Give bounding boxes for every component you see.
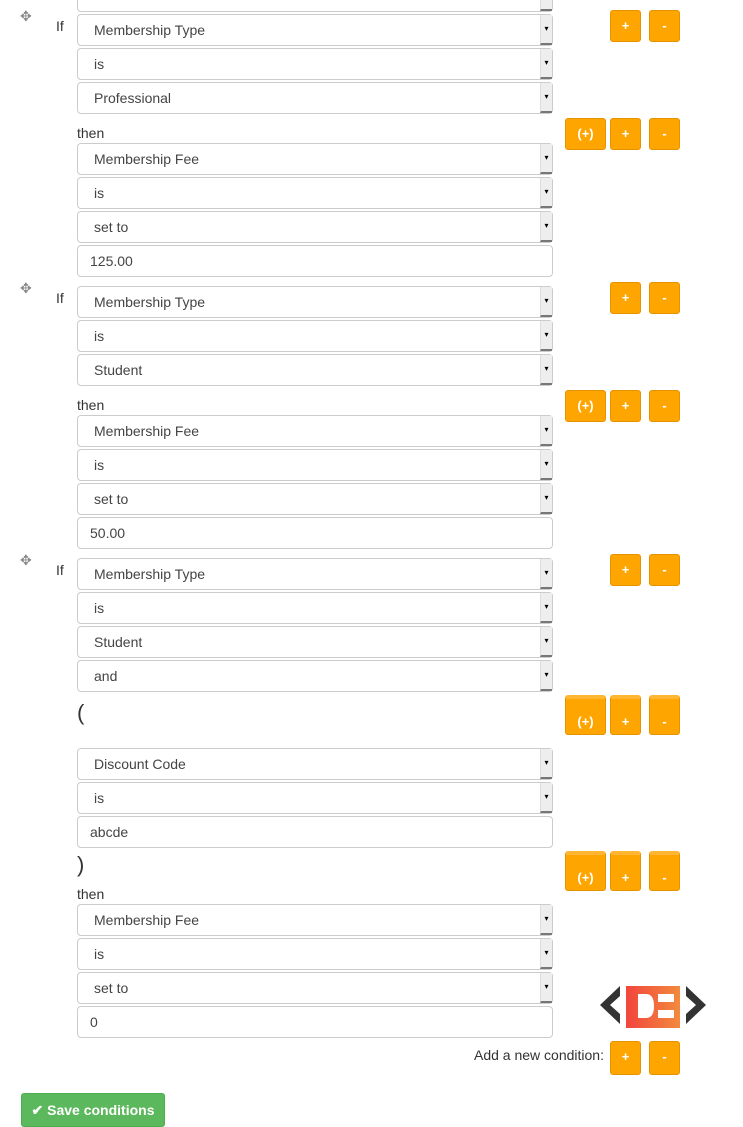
select-value: is <box>94 56 105 72</box>
operator-select[interactable] <box>77 48 553 80</box>
drag-handle-icon[interactable]: ✥ <box>20 552 32 568</box>
field-select[interactable] <box>77 558 553 590</box>
chevron-down-icon: ▾ <box>540 559 552 589</box>
field-select[interactable] <box>77 14 553 46</box>
save-label: Save conditions <box>47 1102 155 1118</box>
chevron-down-icon: ▾ <box>540 416 552 446</box>
select-value: set to <box>94 491 129 507</box>
add-action-button[interactable]: + <box>610 118 641 150</box>
chevron-down-icon: ▾ <box>540 212 552 242</box>
chevron-down-icon: ▾ <box>540 905 552 935</box>
if-label: If <box>56 290 64 306</box>
select-value: Membership Fee <box>94 151 200 167</box>
remove-action-button[interactable]: - <box>649 390 680 422</box>
select-value: Professional <box>94 90 172 106</box>
select-value: is <box>94 600 105 616</box>
select-value: Membership Fee <box>94 912 200 928</box>
value-select[interactable] <box>77 354 553 386</box>
close-paren: ) <box>77 852 85 877</box>
add-group-button[interactable]: (+) <box>565 118 606 150</box>
chevron-down-icon: ▾ <box>540 593 552 623</box>
remove-rule-button[interactable]: - <box>649 10 680 42</box>
action-operator-select[interactable] <box>77 449 553 481</box>
select-value: Membership Type <box>94 294 206 310</box>
chevron-down-icon: ▾ <box>540 83 552 113</box>
group-value-input[interactable]: abcde <box>77 816 553 848</box>
chevron-down-icon: ▾ <box>540 178 552 208</box>
action-type-select[interactable] <box>77 211 553 243</box>
action-type-select[interactable] <box>77 483 553 515</box>
value-select[interactable] <box>77 626 553 658</box>
select-value: Membership Fee <box>94 423 200 439</box>
select-value: Membership Type <box>94 22 206 38</box>
add-group-button[interactable]: (+) <box>565 695 606 735</box>
add-action-button[interactable]: + <box>610 390 641 422</box>
chevron-down-icon: ▾ <box>540 973 552 1003</box>
select-value: is <box>94 790 105 806</box>
select-value: is <box>94 328 105 344</box>
select-value: and <box>94 668 118 684</box>
action-value-input[interactable]: 125.00 <box>77 245 553 277</box>
if-label: If <box>56 18 64 34</box>
chevron-down-icon: ▾ <box>540 15 552 45</box>
select-value: is <box>94 457 105 473</box>
add-new-condition-button[interactable]: + <box>610 1041 641 1075</box>
if-label: If <box>56 562 64 578</box>
chevron-down-icon: ▾ <box>540 355 552 385</box>
drag-handle-icon[interactable]: ✥ <box>20 8 32 24</box>
logic-select[interactable] <box>77 660 553 692</box>
chevron-down-icon: ▾ <box>540 627 552 657</box>
select-value: set to <box>94 219 129 235</box>
chevron-down-icon: ▾ <box>540 939 552 969</box>
action-value-input[interactable]: 50.00 <box>77 517 553 549</box>
action-field-select[interactable] <box>77 415 553 447</box>
select-value: Student <box>94 362 143 378</box>
value-select[interactable] <box>77 82 553 114</box>
select-value: Membership Type <box>94 566 206 582</box>
remove-condition-button[interactable]: - <box>649 695 680 735</box>
action-field-select[interactable] <box>77 143 553 175</box>
chevron-down-icon: ▾ <box>540 321 552 351</box>
then-label: then <box>77 886 105 902</box>
remove-action-button[interactable]: - <box>649 118 680 150</box>
add-rule-button[interactable]: + <box>610 10 641 42</box>
save-conditions-button[interactable] <box>21 1093 165 1127</box>
chevron-down-icon: ▾ <box>540 661 552 691</box>
remove-rule-button[interactable]: - <box>649 282 680 314</box>
chevron-down-icon: ▾ <box>540 49 552 79</box>
chevron-down-icon <box>540 0 552 11</box>
remove-rule-button[interactable]: - <box>649 554 680 586</box>
field-select[interactable] <box>77 286 553 318</box>
previous-select[interactable] <box>77 0 553 12</box>
group-field-select[interactable] <box>77 748 553 780</box>
select-value: is <box>94 946 105 962</box>
add-condition-button[interactable]: + <box>610 695 641 735</box>
chevron-down-icon: ▾ <box>540 450 552 480</box>
add-condition-label: Add a new condition: <box>474 1047 604 1063</box>
select-value: is <box>94 185 105 201</box>
group-operator-select[interactable] <box>77 782 553 814</box>
select-value: set to <box>94 980 129 996</box>
action-operator-select[interactable] <box>77 177 553 209</box>
chevron-down-icon: ▾ <box>540 287 552 317</box>
add-rule-button[interactable]: + <box>610 282 641 314</box>
remove-condition-button[interactable]: - <box>649 1041 680 1075</box>
operator-select[interactable] <box>77 320 553 352</box>
action-field-select[interactable] <box>77 904 553 936</box>
chevron-down-icon: ▾ <box>540 783 552 813</box>
select-value: Discount Code <box>94 756 186 772</box>
action-type-select[interactable] <box>77 972 553 1004</box>
select-value: Student <box>94 634 143 650</box>
drag-handle-icon[interactable]: ✥ <box>20 280 32 296</box>
chevron-down-icon: ▾ <box>540 749 552 779</box>
remove-action-button[interactable]: - <box>649 851 680 891</box>
then-label: then <box>77 397 105 413</box>
chevron-down-icon: ▾ <box>540 484 552 514</box>
action-value-input[interactable]: 0 <box>77 1006 553 1038</box>
action-operator-select[interactable] <box>77 938 553 970</box>
dc-logo <box>598 980 710 1030</box>
add-rule-button[interactable]: + <box>610 554 641 586</box>
open-paren: ( <box>77 700 85 725</box>
add-group-button[interactable]: (+) <box>565 851 606 891</box>
then-label: then <box>77 125 105 141</box>
operator-select[interactable] <box>77 592 553 624</box>
add-action-button[interactable]: + <box>610 851 641 891</box>
chevron-down-icon: ▾ <box>540 144 552 174</box>
add-group-button[interactable]: (+) <box>565 390 606 422</box>
check-icon: ✔ <box>31 1102 44 1118</box>
